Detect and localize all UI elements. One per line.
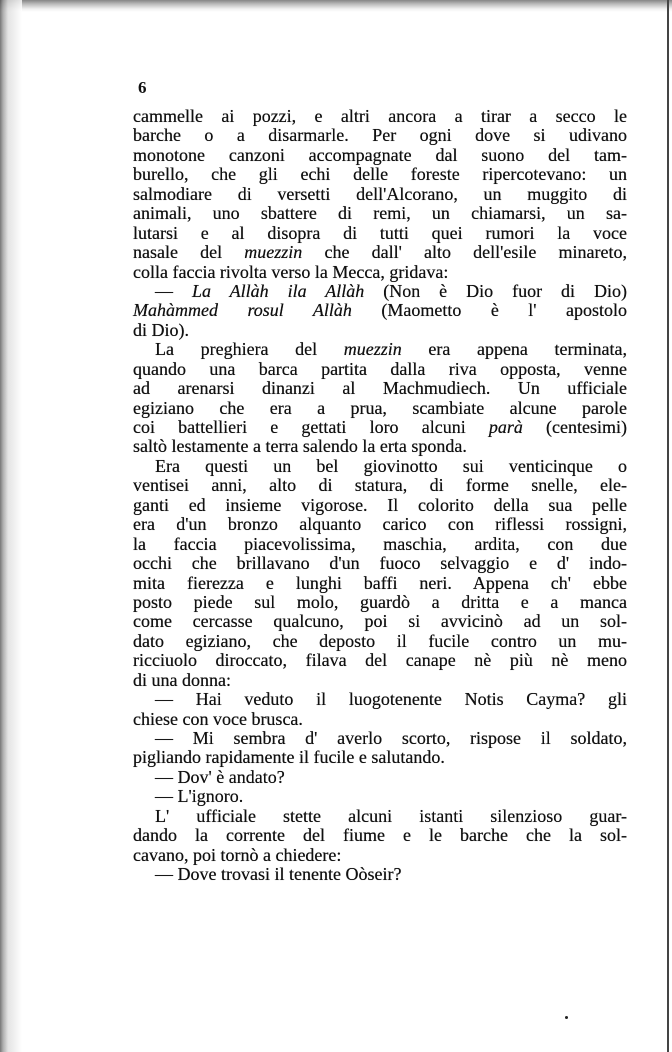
text-segment: ganti ed insieme vigorose. Il colorito della sua pelle (133, 494, 627, 515)
text-line (133, 379, 627, 398)
text-segment: (Maometto è l' apostolo (351, 300, 628, 321)
text-segment: dato egiziano, che deposto il fucile contro un mu- (133, 630, 627, 651)
text-line (133, 748, 627, 767)
text-line (133, 476, 627, 495)
scan-left-edge (0, 0, 22, 1052)
italic-text: Mahàmmed rosul Allàh (133, 300, 352, 321)
scan-top-edge (0, 0, 672, 12)
text-line (133, 360, 627, 379)
text-segment: monotone canzoni accompagnate dal suono del tam- (133, 144, 627, 165)
italic-text: La Allàh ila Allàh (191, 280, 365, 301)
text-segment: nasale del (133, 242, 245, 263)
italic-text: muezzin (244, 242, 303, 263)
text-segment: era appena terminata, (401, 339, 627, 360)
text-line (133, 301, 627, 320)
text-segment: pigliando rapidamente il fucile e salutando. (133, 747, 445, 768)
text-line (133, 457, 627, 476)
speck (565, 1016, 568, 1019)
text-line (133, 263, 627, 282)
text-segment: coi battellieri e gettati loro alcuni (133, 417, 489, 437)
text-line (133, 204, 627, 223)
text-segment: la faccia piacevolissima, maschia, ardita, con due (133, 533, 627, 554)
text-segment: era d'un bronzo alquanto carico con riflessi rossigni, (133, 514, 627, 535)
text-segment: mita fierezza e lunghi baffi neri. Appena ch' ebbe (133, 572, 627, 593)
text-line (133, 807, 627, 826)
text-line (133, 282, 627, 301)
text-segment: La preghiera del (155, 339, 344, 360)
italic-text: muezzin (343, 339, 402, 360)
text-segment: — Mi sembra d' averlo scorto, rispose il soldato, (155, 728, 627, 748)
text-line (133, 399, 627, 418)
text-line (133, 787, 627, 806)
text-segment: animali, uno sbattere di remi, un chiamarsi, un sa- (133, 203, 627, 224)
body-text (133, 107, 627, 885)
text-segment: cammelle ai pozzi, e altri ancora a tirar a secco le (133, 106, 627, 126)
text-line (133, 418, 627, 437)
text-line (133, 185, 627, 204)
text-segment: colla faccia rivolta verso la Mecca, gridava: (133, 261, 449, 282)
text-segment: lutarsi e al disopra di tutti quei rumori la voce (133, 222, 627, 243)
text-line (133, 126, 627, 145)
text-segment: — Dov' è andato? (155, 766, 285, 787)
text-segment: come cercasse qualcuno, poi si avvicinò ad un sol- (133, 611, 627, 632)
text-line (133, 632, 627, 651)
text-line (133, 593, 627, 612)
text-segment: occhi che brillavano d'un fuoco selvaggio e d' indo- (133, 553, 627, 574)
text-segment: barche o a disarmarle. Per ogni dove si udivano (133, 125, 627, 146)
text-segment: ad arenarsi dinanzi al Machmudiech. Un ufficiale (133, 378, 627, 399)
text-segment: (centesimi) (522, 417, 627, 437)
text-segment: — Hai veduto il luogotenente Notis Cayma? gli (155, 689, 627, 710)
text-line (133, 535, 627, 554)
text-segment: chiese con voce brusca. (133, 708, 303, 729)
text-line (133, 671, 627, 690)
text-line (133, 690, 627, 709)
text-segment: (Non è Dio fuor di Dio) (364, 280, 628, 301)
text-segment: — L'ignoro. (155, 786, 244, 807)
text-line (133, 146, 627, 165)
text-segment: dando la corrente del fiume e le barche che la sol- (133, 825, 627, 846)
text-line (133, 729, 627, 748)
text-segment: — Dove trovasi il tenente Oòseir? (155, 864, 402, 885)
text-line (133, 321, 627, 340)
italic-text: parà (488, 417, 523, 437)
text-line (133, 340, 627, 359)
text-line (133, 165, 627, 184)
text-line (133, 865, 627, 884)
text-line (133, 710, 627, 729)
text-segment: Era questi un bel giovinotto sui venticinque o (155, 455, 627, 476)
text-segment: burello, che gli echi delle foreste ripercotevano: un (133, 164, 627, 185)
text-line (133, 515, 627, 534)
text-line (133, 107, 627, 126)
text-line (133, 574, 627, 593)
text-segment: egiziano che era a prua, scambiate alcune parole (133, 397, 627, 418)
text-line (133, 826, 627, 845)
text-line (133, 224, 627, 243)
text-segment: posto piede sul molo, guardò a dritta e a manca (133, 591, 627, 612)
text-segment: L' ufficiale stette alcuni istanti silenzioso guar- (155, 805, 627, 826)
text-segment: che dall' alto dell'esile minareto, (302, 242, 627, 263)
text-line (133, 651, 627, 670)
page-number: 6 (138, 78, 147, 97)
text-line (133, 243, 627, 262)
text-segment: cavano, poi tornò a chiedere: (133, 844, 342, 865)
text-segment: salmodiare di versetti dell'Alcorano, un muggito di (133, 183, 627, 204)
text-segment: ricciuolo diroccato, filava del canape nè più nè meno (133, 650, 627, 671)
text-line (133, 612, 627, 631)
text-line (133, 496, 627, 515)
text-line (133, 846, 627, 865)
text-line (133, 554, 627, 573)
text-line (133, 768, 627, 787)
scan-right-edge (667, 0, 669, 1052)
text-segment: di Dio). (133, 319, 189, 340)
text-segment: saltò lestamente a terra salendo la erta sponda. (133, 436, 467, 457)
text-segment: ventisei anni, alto di statura, di forme snelle, ele- (133, 475, 627, 496)
text-segment: quando una barca partita dalla riva opposta, venne (133, 358, 627, 379)
text-line (133, 437, 627, 456)
text-segment: di una donna: (133, 669, 231, 690)
text-segment: — (155, 280, 192, 301)
